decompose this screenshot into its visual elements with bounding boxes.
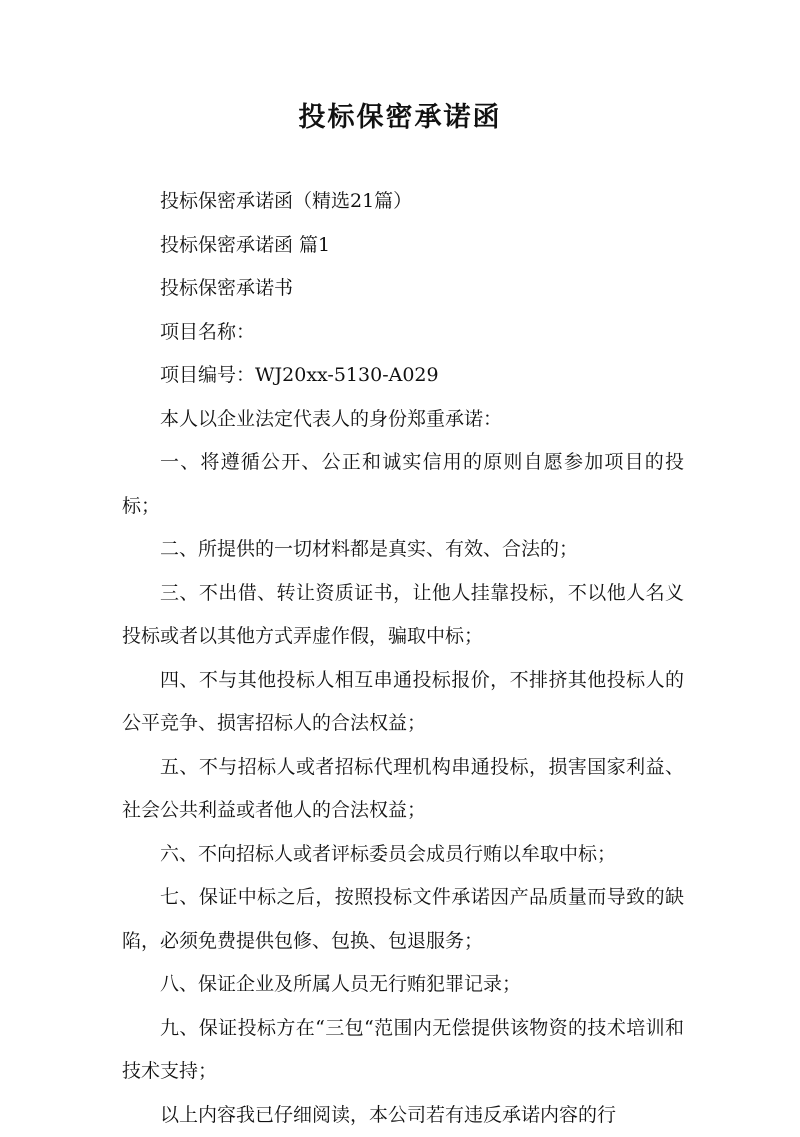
paragraph-letter-title: 投标保密承诺书 <box>122 267 684 311</box>
paragraph-declaration: 本人以企业法定代表人的身份郑重承诺： <box>122 398 684 442</box>
paragraph-closing: 以上内容我已仔细阅读，本公司若有违反承诺内容的行 <box>122 1094 684 1137</box>
paragraph-section-label: 投标保密承诺函 篇1 <box>122 224 684 268</box>
paragraph-item-5: 五、不与招标人或者招标代理机构串通投标，损害国家利益、社会公共利益或者他人的合法权益； <box>122 746 684 833</box>
paragraph-item-4: 四、不与其他投标人相互串通投标报价，不排挤其他投标人的公平竞争、损害招标人的合法权益； <box>122 659 684 746</box>
paragraph-heading-collection: 投标保密承诺函（精选21篇） <box>122 180 684 224</box>
paragraph-item-7: 七、保证中标之后，按照投标文件承诺因产品质量而导致的缺陷，必须免费提供包修、包换、包退服务； <box>122 876 684 963</box>
document-title: 投标保密承诺函 <box>0 98 800 138</box>
paragraph-project-number: 项目编号：WJ20xx-5130-A029 <box>122 354 684 398</box>
paragraph-project-name: 项目名称： <box>122 311 684 355</box>
paragraph-item-2: 二、所提供的一切材料都是真实、有效、合法的； <box>122 528 684 572</box>
paragraph-item-1: 一、将遵循公开、公正和诚实信用的原则自愿参加项目的投标； <box>122 441 684 528</box>
paragraph-item-8: 八、保证企业及所属人员无行贿犯罪记录； <box>122 963 684 1007</box>
paragraph-item-6: 六、不向招标人或者评标委员会成员行贿以牟取中标； <box>122 833 684 877</box>
paragraph-item-9: 九、保证投标方在“三包“范围内无偿提供该物资的技术培训和技术支持； <box>122 1007 684 1094</box>
paragraph-item-3: 三、不出借、转让资质证书，让他人挂靠投标，不以他人名义投标或者以其他方式弄虚作假，骗取中标； <box>122 572 684 659</box>
document-body <box>122 180 684 1137</box>
